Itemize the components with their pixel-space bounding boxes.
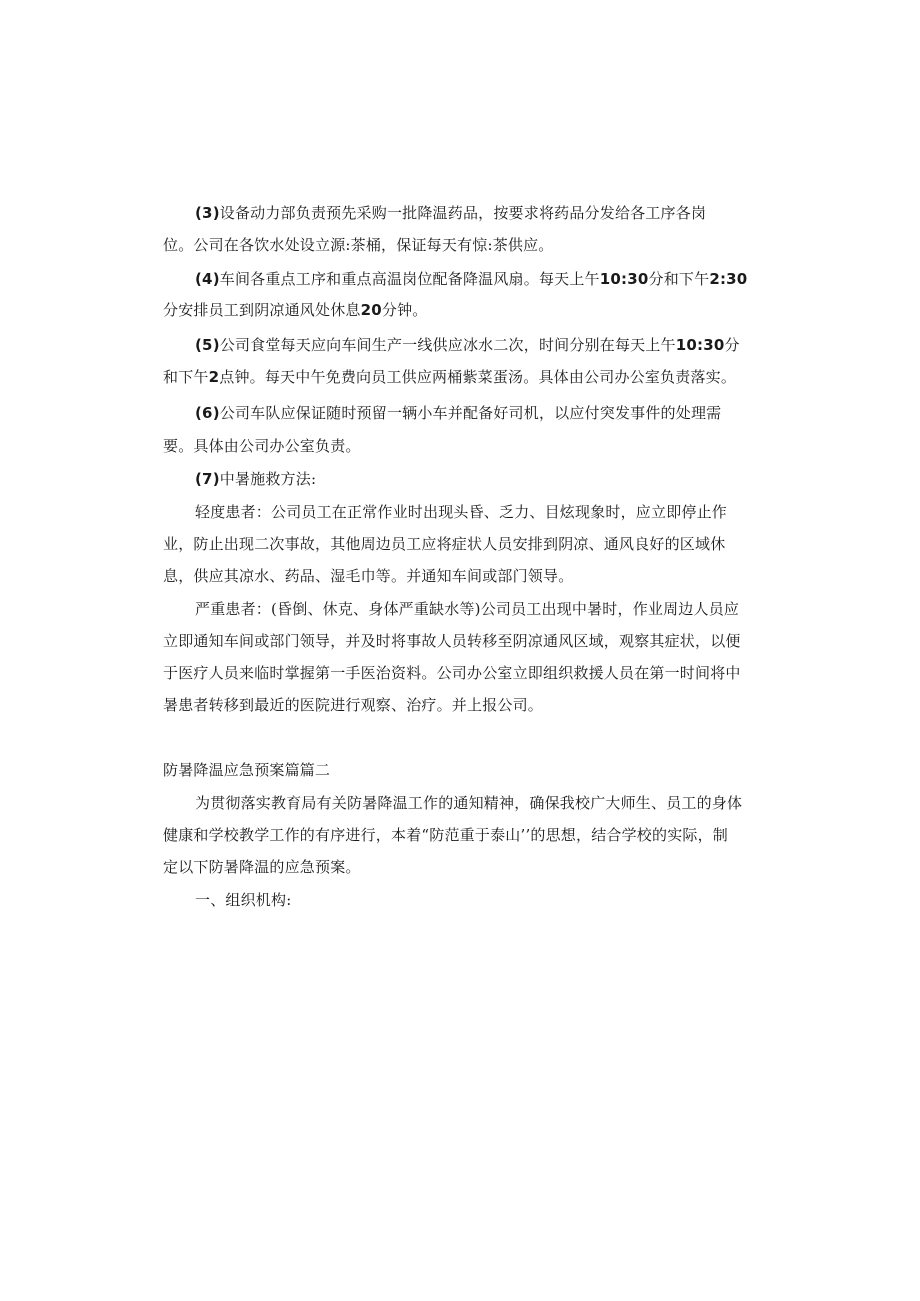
paragraph-3-line-1 <box>195 203 706 223</box>
paragraph-text: 分 <box>724 336 740 354</box>
paragraph-5-line-1 <box>195 335 740 355</box>
severe-case-line-4: 暑患者转移到最近的医院进行观察、治疗。并上报公司。 <box>163 696 544 714</box>
time-value: 10:30 <box>599 270 649 288</box>
item-number: (5) <box>195 336 220 354</box>
paragraph-7-line-1 <box>195 469 316 489</box>
paragraph-text: 公司食堂每天应向车间生产一线供应冰水二次，时间分别在每天上午 <box>219 336 676 354</box>
paragraph-text: 设备动力部负责预先采购一批降温药品，按要求将药品分发给各工序各岗 <box>219 204 707 222</box>
severe-case-line-1: 严重患者：(昏倒、休克、身体严重缺水等)公司员工出现中暑时，作业周边人员应 <box>195 600 740 618</box>
item-number: (4) <box>195 270 220 288</box>
paragraph-text: 分和下午 <box>648 270 710 288</box>
mild-case-line-3: 息，供应其凉水、药品、湿毛巾等。并通知车间或部门领导。 <box>163 567 574 585</box>
heading-organization: 一、组织机构: <box>195 891 292 909</box>
paragraph-text: 中暑施救方法: <box>219 470 317 488</box>
paragraph-3-line-2: 位。公司在各饮水处设立源:茶桶，保证每天有惊:茶供应。 <box>163 236 554 254</box>
paragraph-text: 分安排员工到阴凉通风处休息 <box>163 301 361 319</box>
item-number: (6) <box>195 404 220 422</box>
paragraph-5-line-2 <box>163 367 736 387</box>
time-value: 2:30 <box>709 270 748 288</box>
paragraph-4-line-1 <box>195 269 747 289</box>
item-number: (3) <box>195 204 220 222</box>
paragraph-4-line-2 <box>163 300 428 320</box>
time-value: 2 <box>208 368 220 386</box>
time-value: 10:30 <box>675 336 725 354</box>
intro-line-3: 定以下防暑降温的应急预案。 <box>163 858 361 876</box>
severe-case-line-3: 于医疗人员来临时掌握第一手医治资料。公司办公室立即组织救援人员在第一时间将中 <box>163 664 741 682</box>
mild-case-line-1: 轻度患者：公司员工在正常作业时出现头昏、乏力、目炫现象时，应立即停止作 <box>195 503 728 521</box>
paragraph-text: 车间各重点工序和重点高温岗位配备降温风扇。每天上午 <box>219 270 600 288</box>
mild-case-line-2: 业，防止出现二次事故，其他周边员工应将症状人员安排到阴凉、通风良好的区域休 <box>163 535 726 553</box>
paragraph-6-line-2: 要。具体由公司办公室负责。 <box>163 437 361 455</box>
paragraph-text: 和下午 <box>163 368 209 386</box>
paragraph-6-line-1 <box>195 403 721 423</box>
paragraph-text: 点钟。每天中午免费向员工供应两桶紫菜蛋汤。具体由公司办公室负责落实。 <box>219 368 737 386</box>
severe-case-line-2: 立即通知车间或部门领导，并及时将事故人员转移至阴凉通风区域，观察其症状，以便 <box>163 632 741 650</box>
intro-line-2: 健康和学校教学工作的有序进行，本着“防范重于泰山’’的思想，结合学校的实际，制 <box>163 826 729 844</box>
intro-line-1: 为贯彻落实教育局有关防暑降温工作的通知精神，确保我校广大师生、员工的身体 <box>195 794 743 812</box>
section-title: 防暑降温应急预案篇篇二 <box>163 761 331 779</box>
paragraph-text: 公司车队应保证随时预留一辆小车并配备好司机，以应付突发事件的处理需 <box>219 404 722 422</box>
paragraph-text: 分钟。 <box>381 301 428 319</box>
duration-value: 20 <box>360 301 382 319</box>
item-number: (7) <box>195 470 220 488</box>
